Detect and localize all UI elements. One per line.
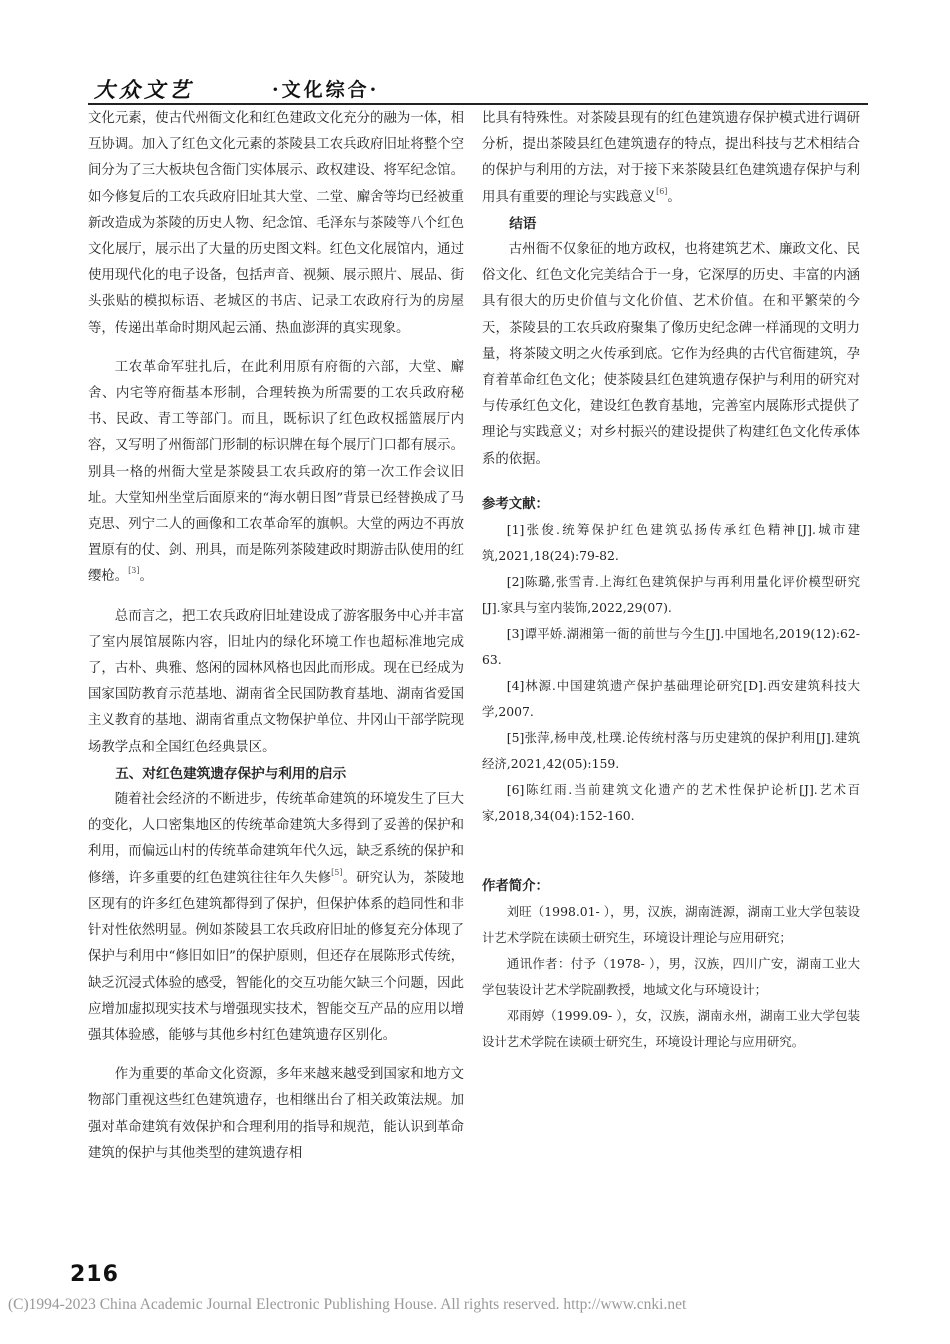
paragraph-text: 结语 [509, 215, 537, 232]
author-bio-item: 刘旺（1998.01- ），男，汉族，湖南涟源，湖南工业大学包装设计艺术学院在读硕士研究生，环境设计理论与应用研究； [482, 904, 860, 946]
paragraph [88, 604, 464, 761]
section-title: ·文化综合· [272, 79, 380, 101]
section-heading [88, 761, 464, 787]
right-column [482, 106, 860, 1055]
paragraph-tail: 。 [139, 569, 153, 585]
reference-item: [5]张萍,杨申茂,杜璞.论传统村落与历史建筑的保护利用[J].建筑经济,2021,42(05):159. [482, 730, 860, 772]
paragraph [88, 106, 464, 342]
author-bio-item: 邓雨婷（1999.09- ），女，汉族，湖南永州，湖南工业大学包装设计艺术学院在读硕士研究生，环境设计理论与应用研究。 [482, 1008, 860, 1050]
references-list [482, 517, 860, 829]
citation-marker: [3] [128, 566, 140, 576]
paragraph [88, 1062, 464, 1167]
reference-item: [2]陈璐,张雪青.上海红色建筑保护与再利用量化评价模型研究[J].家具与室内装饰,2022,29(07). [482, 574, 860, 616]
citation-marker: [5] [331, 867, 343, 877]
citation-marker: [6] [656, 186, 668, 196]
reference-item: [6]陈红雨.当前建筑文化遗产的艺术性保护论析[J].艺术百家,2018,34(04):152-160. [482, 782, 860, 824]
paragraph-text: 作为重要的革命文化资源，多年来越来越受到国家和地方文物部门重视这些红色建筑遗存，也相继出台了相关政策法规。加强对革命建筑有效保护和合理利用的指导和规范，能认识到革命建筑的保护与其他类型的建筑遗存相 [88, 1067, 464, 1161]
paragraph [88, 355, 464, 591]
paragraph-text: 工农革命军驻扎后，在此利用原有府衙的六部，大堂、廨舍、内宅等府衙基本形制，合理转换为所需要的工农兵政府秘书、民政、青工等部门。而且，既标识了红色政权摇篮展厅内容，又写明了州衙部门形制的标识牌在每个展厅门口都有展示。别具一格的州衙大堂是茶陵县工农兵政府的第一次工作会议旧址。大堂知州坐堂后面原来的“海水朝日图”背景已经替换成了马克思、列宁二人的画像和工农革命军的旗帜。大堂的两边不再放置原有的仗、剑、刑具，而是陈列茶陵建政时期游击队使用的红缨枪。 [88, 359, 464, 585]
paragraph-text: 比具有特殊性。对茶陵县现有的红色建筑遗存保护模式进行调研分析，提出茶陵县红色建筑遗存的特点，提出科技与艺术相结合的保护与利用的方法，对于接下来茶陵县红色建筑遗存保护与利用具有重要的理论与实践意义 [482, 111, 860, 205]
paragraph-text: 五、对红色建筑遗存保护与利用的启示 [115, 765, 347, 782]
section-heading [482, 211, 860, 237]
references-section [482, 491, 860, 829]
author-bio-list [482, 899, 860, 1055]
reference-item: [4]林源.中国建筑遗产保护基础理论研究[D].西安建筑科技大学,2007. [482, 678, 860, 720]
paragraph-tail: 。研究认为，茶陵地区现有的许多红色建筑都得到了保护，但保护体系的趋同性和非针对性依然明显。例如茶陵县工农兵政府旧址的修复充分体现了保护与利用中“修旧如旧”的保护原则，但还存在展陈形式传统，缺乏沉浸式体验的感受，智能化的交互功能欠缺三个问题，因此应增加虚拟现实技术与增强现实技术，智能交互产品的应用以增强其体验感，能够与其他乡村红色建筑遗存区别化。 [88, 870, 465, 1043]
author-bio-item: 通讯作者：付予（1978- ），男，汉族，四川广安，湖南工业大学包装设计艺术学院副教授，地域文化与环境设计； [482, 956, 860, 998]
page-number: 216 [70, 1262, 119, 1287]
right-column-body [482, 106, 860, 473]
paragraph-text: 总而言之，把工农兵政府旧址建设成了游客服务中心并丰富了室内展馆展陈内容，旧址内的绿化环境工作也超标准地完成了，古朴、典雅、悠闲的园林风格也因此而形成。现在已经成为国家国防教育示范基地、湖南省全民国防教育基地、湖南省爱国主义教育的基地、湖南省重点文物保护单位、井冈山干部学院现场教学点和全国红色经典景区。 [88, 608, 464, 755]
paragraph [88, 787, 464, 1049]
copyright-footer: (C)1994-2023 China Academic Journal Electronic Publishing House. All rights reserved. http://www.cnki.net [8, 1296, 687, 1313]
paragraph-text: 文化元素，使古代州衙文化和红色建政文化充分的融为一体，相互协调。加入了红色文化元素的茶陵县工农兵政府旧址将整个空间分为了三大板块包含衙门实体展示、政权建设、将军纪念馆。如今修复后的工农兵政府旧址其大堂、二堂、廨舍等均已经被重新改造成为茶陵的历史人物、纪念馆、毛泽东与茶陵等八个红色文化展厅，展示出了大量的历史图文料。红色文化展馆内，通过使用现代化的电子设备，包括声音、视频、展示照片、展品、街头张贴的模拟标语、老城区的书店、记录工农政府行为的房屋等，传递出革命时期风起云涌、热血澎湃的真实现象。 [88, 111, 464, 336]
header-rule [88, 103, 868, 105]
paragraph-tail: 。 [667, 189, 681, 205]
page-header [88, 74, 868, 104]
left-column [88, 106, 464, 1167]
reference-item: [3]谭平娇.湖湘第一衙的前世与今生[J].中国地名,2019(12):62-63. [482, 626, 860, 668]
paragraph-text: 古州衙不仅象征的地方政权，也将建筑艺术、廉政文化、民俗文化、红色文化完美结合于一身，它深厚的历史、丰富的内涵具有很大的历史价值与文化价值、艺术价值。在和平繁荣的今天，茶陵县的工农兵政府聚集了像历史纪念碑一样涌现的文明力量，将茶陵文明之火传承到底。它作为经典的古代官衙建筑，孕育着革命红色文化；使茶陵县红色建筑遗存保护与利用的研究对与传承红色文化，建设红色教育基地，完善室内展陈形式提供了理论与实践意义；对乡村振兴的建设提供了构建红色文化传承体系的依据。 [482, 242, 860, 467]
author-bio-section [482, 873, 860, 1055]
paragraph [482, 106, 860, 211]
paragraph-text: 随着社会经济的不断进步，传统革命建筑的环境发生了巨大的变化，人口密集地区的传统革命建筑大多得到了妥善的保护和利用，而偏远山村的传统革命建筑年代久远，缺乏系统的保护和修缮，许多重要的红色建筑往往年久失修 [88, 792, 464, 886]
author-bio-title: 作者简介： [482, 878, 549, 895]
references-title: 参考文献： [482, 495, 549, 512]
journal-name: 大众文艺 [94, 77, 194, 102]
reference-item: [1]张俊.统筹保护红色建筑弘扬传承红色精神[J].城市建筑,2021,18(24):79-82. [482, 522, 860, 564]
paragraph [482, 237, 860, 473]
